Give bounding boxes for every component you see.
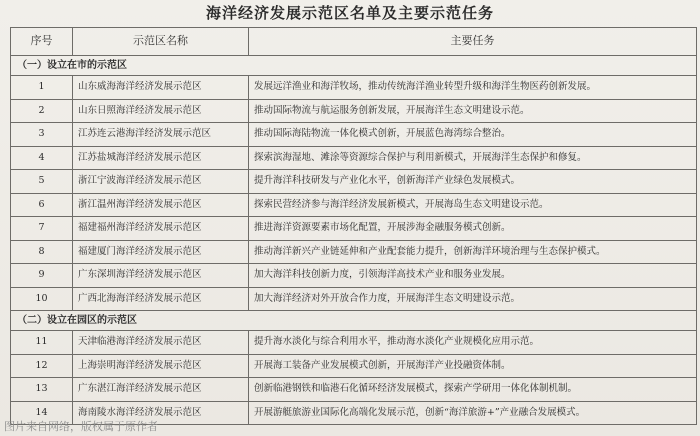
- header-name: 示范区名称: [73, 28, 249, 56]
- table-row: [11, 123, 697, 147]
- table-row: [11, 99, 697, 123]
- zone-task: 加大海洋经济对外开放合作力度，开展海洋生态文明建设示范。: [249, 287, 697, 311]
- zone-task: 创新临港钢铁和临港石化循环经济发展模式，探索产学研用一体化体制机制。: [249, 378, 697, 402]
- table-row: [11, 331, 697, 355]
- zone-task: 探索滨海湿地、滩涂等资源综合保护与利用新模式，开展海洋生态保护和修复。: [249, 146, 697, 170]
- zone-name: 广西北海海洋经济发展示范区: [73, 287, 249, 311]
- copyright-watermark: 图片来自网络，版权属于原作者: [4, 420, 158, 433]
- header-num: 序号: [11, 28, 73, 56]
- row-number: 8: [11, 240, 73, 264]
- section-label: （一）设立在市的示范区: [11, 56, 697, 76]
- row-number: 6: [11, 193, 73, 217]
- table-row: [11, 170, 697, 194]
- zone-task: 推动国际物流与航运服务创新发展，开展海洋生态文明建设示范。: [249, 99, 697, 123]
- row-number: 7: [11, 217, 73, 241]
- row-number: 5: [11, 170, 73, 194]
- header-task: 主要任务: [249, 28, 697, 56]
- demo-zone-table: [10, 27, 697, 425]
- zone-task: 推动国际海陆物流一体化模式创新，开展蓝色海湾综合整治。: [249, 123, 697, 147]
- zone-name: 广东深圳海洋经济发展示范区: [73, 264, 249, 288]
- zone-task: 发展远洋渔业和海洋牧场，推动传统海洋渔业转型升级和海洋生物医药创新发展。: [249, 76, 697, 100]
- zone-task: 提升海洋科技研发与产业化水平，创新海洋产业绿色发展模式。: [249, 170, 697, 194]
- table-row: [11, 287, 697, 311]
- row-number: 4: [11, 146, 73, 170]
- table-row: [11, 193, 697, 217]
- zone-name: 海南陵水海洋经济发展示范区: [73, 401, 249, 425]
- table-row: [11, 378, 697, 402]
- row-number: 13: [11, 378, 73, 402]
- zone-task: 探索民营经济参与海洋经济发展新模式，开展海岛生态文明建设示范。: [249, 193, 697, 217]
- zone-task: 开展海工装备产业发展模式创新，开展海洋产业投融资体制。: [249, 354, 697, 378]
- zone-name: 山东威海海洋经济发展示范区: [73, 76, 249, 100]
- zone-name: 天津临港海洋经济发展示范区: [73, 331, 249, 355]
- section-row-city: [11, 56, 697, 76]
- row-number: 11: [11, 331, 73, 355]
- zone-task: 提升海水淡化与综合利用水平，推动海水淡化产业规模化应用示范。: [249, 331, 697, 355]
- row-number: 12: [11, 354, 73, 378]
- section-row-park: [11, 311, 697, 331]
- zone-task: 开展游艇旅游业国际化高端化发展示范，创新“海洋旅游+”产业融合发展模式。: [249, 401, 697, 425]
- zone-name: 江苏连云港海洋经济发展示范区: [73, 123, 249, 147]
- row-number: 3: [11, 123, 73, 147]
- zone-name: 浙江宁波海洋经济发展示范区: [73, 170, 249, 194]
- document-title: 海洋经济发展示范区名单及主要示范任务: [205, 4, 494, 22]
- table-row: [11, 264, 697, 288]
- zone-name: 江苏盐城海洋经济发展示范区: [73, 146, 249, 170]
- row-number: 2: [11, 99, 73, 123]
- zone-name: 浙江温州海洋经济发展示范区: [73, 193, 249, 217]
- table-row: [11, 240, 697, 264]
- table-row: [11, 354, 697, 378]
- row-number: 14: [11, 401, 73, 425]
- table-row: [11, 217, 697, 241]
- table-header-row: [11, 28, 697, 56]
- zone-name: 福建厦门海洋经济发展示范区: [73, 240, 249, 264]
- table-row: [11, 146, 697, 170]
- table-row: [11, 76, 697, 100]
- zone-name: 福建福州海洋经济发展示范区: [73, 217, 249, 241]
- zone-name: 广东湛江海洋经济发展示范区: [73, 378, 249, 402]
- zone-task: 加大海洋科技创新力度，引领海洋高技术产业和服务业发展。: [249, 264, 697, 288]
- row-number: 1: [11, 76, 73, 100]
- row-number: 9: [11, 264, 73, 288]
- zone-name: 山东日照海洋经济发展示范区: [73, 99, 249, 123]
- zone-name: 上海崇明海洋经济发展示范区: [73, 354, 249, 378]
- zone-task: 推进海洋资源要素市场化配置，开展涉海金融服务模式创新。: [249, 217, 697, 241]
- row-number: 10: [11, 287, 73, 311]
- zone-task: 推动海洋新兴产业链延伸和产业配套能力提升，创新海洋环境治理与生态保护模式。: [249, 240, 697, 264]
- section-label: （二）设立在园区的示范区: [11, 311, 697, 331]
